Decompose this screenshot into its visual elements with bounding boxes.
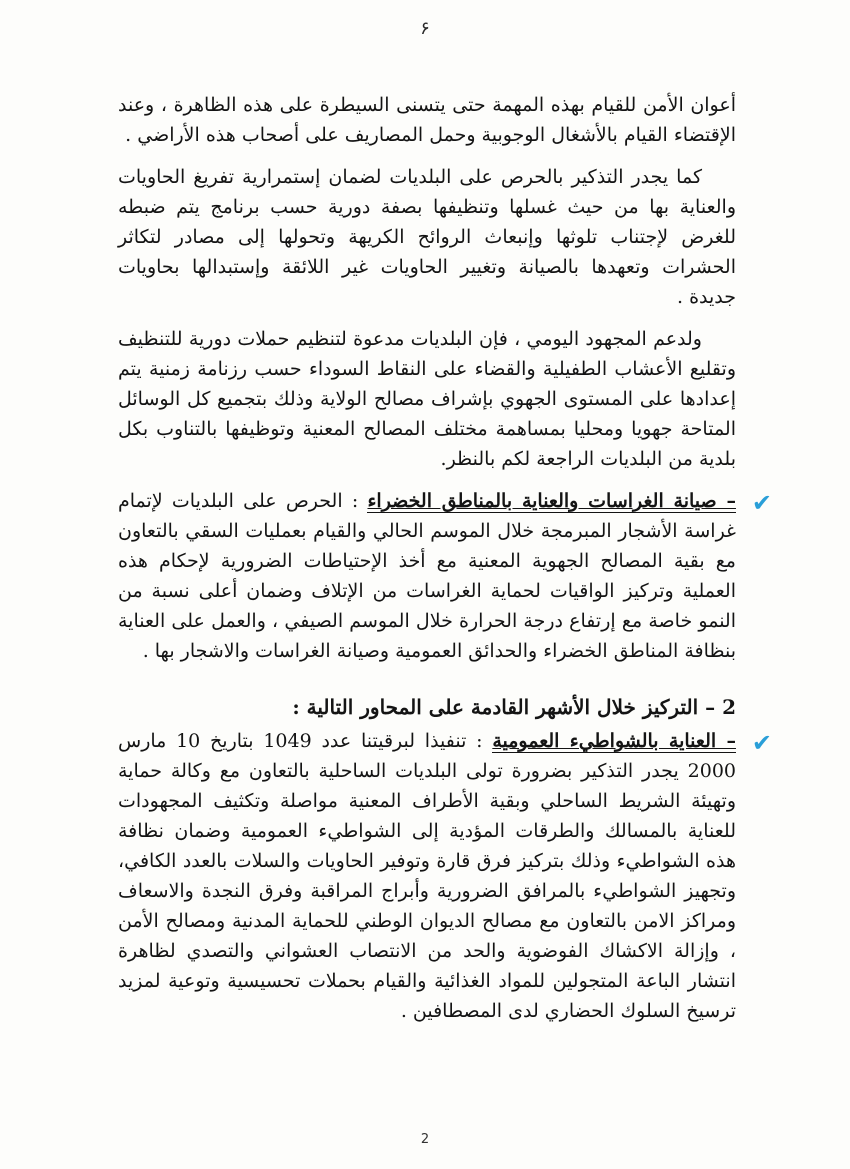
paragraph-3: ولدعم المجهود اليومي ، فإن البلديات مدعوة لتنظيم حملات دورية للتنظيف وتقليع الأعشاب الطفيلية والقضاء على النقاط السوداء حسب رزنامة زمنية يتم إعدادها على المستوى الجهوي بإشراف مصالح الولاية وذلك بتجميع كل الوسائل المتاحة جهويا ومحليا بمساهمة مختلف المصالح المعنية وتوظيفها بالتناوب بكل بلدية من البلديات الراجعة لكم بالنظر. — [118, 328, 736, 470]
section-green-areas — [118, 486, 772, 666]
section-public-beaches-body: : تنفيذا لبرقيتنا عدد 1049 بتاريخ 10 مارس 2000 يجدر التذكير بضرورة تولى البلديات الساحلية بالتعاون مع وكالة حماية وتهيئة الشريط الساحلي وبقية الأطراف المعنية مواصلة وتكثيف المجهودات للعناية بالمسالك والطرقات المؤدية إلى الشواطيء العمومية وضمان نظافة هذه الشواطيء وذلك بتركيز فرق قارة وتوفير الحاويات والسلات بالعدد الكافي، وتجهيز الشواطيء بالمرافق الضرورية وأبراج المراقبة وفرق النجدة والاسعاف ومراكز الامن بالتعاون مع مصالح الديوان الوطني للحماية المدنية ومصالح الأمن ، وإزالة الاكشاك الفوضوية والحد من الانتصاب العشواني والتصدي لظاهرة انتشار الباعة المتجولين للمواد الغذائية والقيام بحملات تحسيسية وتوعية لمزيد ترسيخ السلوك الحضاري لدى المصطافين . — [118, 730, 736, 1022]
section-public-beaches-title: – العناية بالشواطيء العمومية — [492, 730, 736, 752]
checkmark-icon: ✔ — [751, 729, 772, 757]
section-public-beaches — [118, 726, 772, 1026]
document-body — [118, 90, 772, 1038]
page-number: 2 — [420, 1132, 430, 1147]
page-mark: ۶ — [420, 18, 430, 39]
section-green-areas-title: – صيانة الغراسات والعناية بالمناطق الخضراء — [367, 490, 736, 512]
paragraph-2: كما يجدر التذكير بالحرص على البلديات لضمان إستمرارية تفريغ الحاويات والعناية بها من حيث غسلها وتنظيفها بصفة دورية حسب برنامج يتم ضبطه للغرض لإجتناب تلوثها وإنبعاث الروائح الكريهة وتحولها إلى مصادر لتكاثر الحشرات وتعهدها بالصيانة وتغيير الحاويات غير اللائقة وإستبدالها بحاويات جديدة . — [118, 166, 736, 308]
checkmark-icon: ✔ — [751, 489, 772, 517]
heading-2: 2 – التركيز خلال الأشهر القادمة على المحاور التالية : — [292, 695, 736, 719]
paragraph-1: أعوان الأمن للقيام بهذه المهمة حتى يتسنى السيطرة على هذه الظاهرة ، وعند الإقتضاء القيام بالأشغال الوجوبية وحمل المصاريف على أصحاب هذه الأراضي . — [118, 94, 736, 146]
section-green-areas-body: : الحرص على البلديات لإتمام غراسة الأشجار المبرمجة خلال الموسم الحالي والقيام بعمليات السقي بالتعاون مع بقية المصالح الجهوية المعنية مع أخذ الإحتياطات الضرورية لإحكام هذه العملية وتركيز الواقيات لحماية الغراسات من الإتلاف وضمان أعلى نسبة من النمو خاصة مع إرتفاع درجة الحرارة خلال الموسم الصيفي ، والعمل على العناية بنظافة المناطق الخضراء والحدائق العمومية وصيانة الغراسات والاشجار بها . — [118, 490, 736, 662]
